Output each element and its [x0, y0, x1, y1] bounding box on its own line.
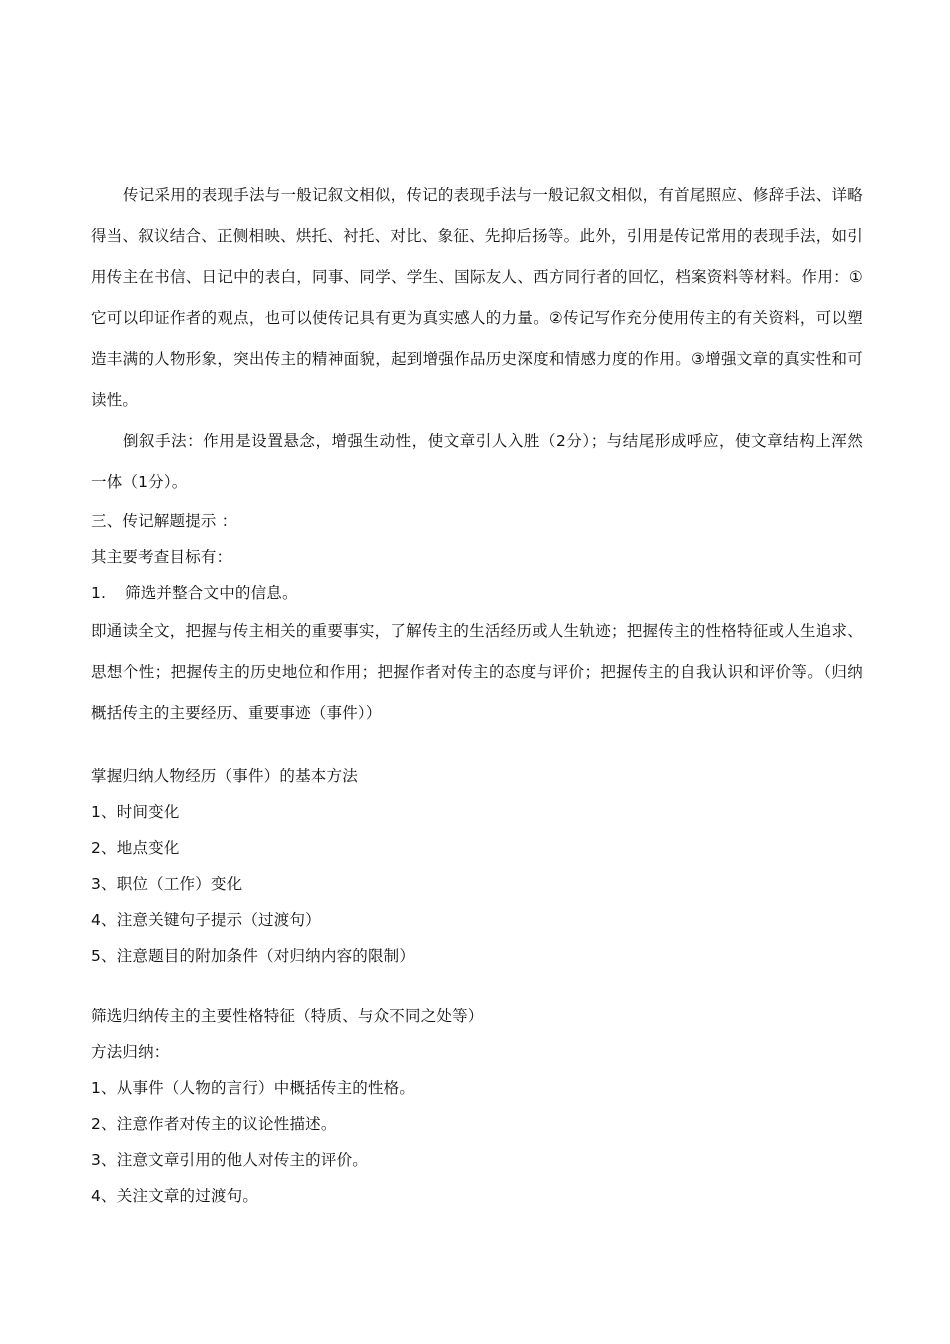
list-item: 4、注意关键句子提示（过渡句）	[91, 911, 321, 929]
list-item: 1、时间变化	[91, 803, 180, 821]
spacer	[91, 974, 863, 998]
list-item: 2、地点变化	[91, 839, 180, 857]
spacer	[91, 734, 863, 758]
method-heading: 掌握归纳人物经历（事件）的基本方法	[91, 767, 358, 785]
document-content	[91, 175, 863, 1214]
trait-heading: 筛选归纳传主的主要性格特征（特质、与众不同之处等）	[91, 1007, 484, 1025]
paragraph-flashback-technique: 倒叙手法：作用是设置悬念，增强生动性，使文章引人入胜（2分）；与结尾形成呼应，使文章结构上浑然一体（1分）。	[91, 432, 863, 491]
list-item: 2、注意作者对传主的议论性描述。	[91, 1115, 337, 1133]
list-item: 3、注意文章引用的他人对传主的评价。	[91, 1151, 368, 1169]
goals-intro: 其主要考查目标有：	[91, 548, 233, 566]
list-item: 5、注意题目的附加条件（对归纳内容的限制）	[91, 947, 416, 965]
goal-item-text: 筛选并整合文中的信息。	[125, 584, 298, 602]
goal-item-number: 1.	[91, 584, 107, 602]
list-item: 1、从事件（人物的言行）中概括传主的性格。	[91, 1079, 416, 1097]
section-heading: 三、传记解题提示 ：	[91, 512, 238, 530]
list-item: 4、关注文章的过渡句。	[91, 1187, 259, 1205]
goal-explanation: 即通读全文，把握与传主相关的重要事实，了解传主的生活经历或人生轨迹；把握传主的性格特征或人生追求、思想个性；把握传主的历史地位和作用；把握作者对传主的态度与评价；把握传主的自我认识和评价等。（归纳概括传主的主要经历、重要事迹（事件））	[91, 622, 863, 722]
goal-item-1	[91, 575, 863, 611]
list-item: 3、职位（工作）变化	[91, 875, 243, 893]
paragraph-expression-techniques: 传记采用的表现手法与一般记叙文相似，传记的表现手法与一般记叙文相似，有首尾照应、修辞手法、详略得当、叙议结合、正侧相映、烘托、衬托、对比、象征、先抑后扬等。此外，引用是传记常用的表现手法，如引用传主在书信、日记中的表白，同事、同学、学生、国际友人、西方同行者的回忆，档案资料等材料。作用：①它可以印证作者的观点，也可以使传记具有更为真实感人的力量。②传记写作充分使用传主的有关资料，可以塑造丰满的人物形象，突出传主的精神面貌，起到增强作品历史深度和情感力度的作用。③增强文章的真实性和可读性。	[91, 186, 863, 409]
trait-method-label: 方法归纳：	[91, 1043, 170, 1061]
